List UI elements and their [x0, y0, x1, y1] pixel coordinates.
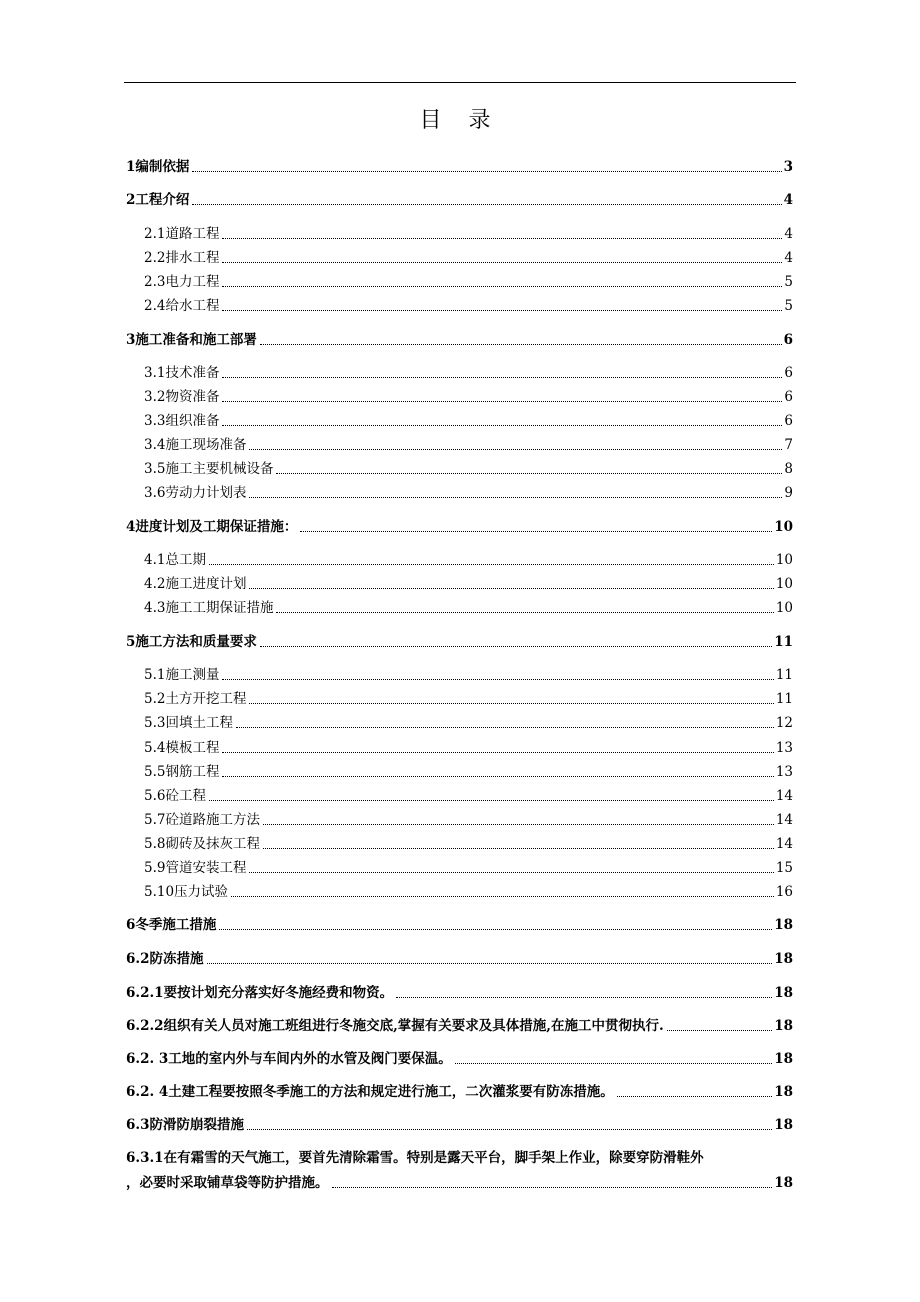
- dot-leader: [222, 678, 773, 680]
- dot-leader: [222, 775, 773, 777]
- toc-entry[interactable]: [126, 1017, 793, 1035]
- dot-leader: [617, 1095, 772, 1097]
- toc-entry-page: 4: [784, 250, 793, 266]
- toc-entry[interactable]: [144, 484, 793, 502]
- toc-entry-text-continued: ，必要时采取铺草袋等防护措施。: [126, 1175, 329, 1191]
- toc-entry[interactable]: [144, 883, 793, 901]
- toc-entry-page: 5: [784, 298, 793, 314]
- dot-leader: [222, 751, 773, 753]
- dot-leader: [236, 726, 774, 728]
- toc-entry[interactable]: [126, 191, 793, 209]
- toc-entry-page: 6: [784, 365, 793, 381]
- toc-entry-text: 5.5钢筋工程: [144, 764, 220, 780]
- toc-entry-page: 18: [774, 951, 793, 967]
- toc-entry-continuation: [126, 1174, 793, 1192]
- toc-entry-text: 4.2施工进度计划: [144, 576, 247, 592]
- toc-entry-page: 18: [774, 1084, 793, 1100]
- toc-entry[interactable]: [126, 916, 793, 934]
- toc-entry[interactable]: [126, 158, 793, 176]
- toc-entry[interactable]: [126, 633, 793, 651]
- page-title: 目 录: [419, 108, 501, 133]
- toc-entry[interactable]: [144, 273, 793, 291]
- toc-entry-text: 5.8砌砖及抹灰工程: [144, 836, 260, 852]
- toc-entry-text: 5.9管道安装工程: [144, 860, 247, 876]
- dot-leader: [276, 611, 773, 613]
- toc-entry-text: 6.2. 4土建工程要按照冬季施工的方法和规定进行施工，二次灌浆要有防冻措施。: [126, 1084, 614, 1100]
- toc-entry-text: 5.6砼工程: [144, 788, 206, 804]
- toc-entry[interactable]: [126, 1116, 793, 1134]
- toc-entry-text: 5.1施工测量: [144, 667, 220, 683]
- toc-entry[interactable]: [126, 1083, 793, 1101]
- toc-entry[interactable]: [144, 835, 793, 853]
- toc-entry-page: 6: [784, 389, 793, 405]
- toc-entry-page: 18: [774, 985, 793, 1001]
- dot-leader: [209, 799, 774, 801]
- dot-leader: [222, 424, 782, 426]
- toc-entry[interactable]: [144, 690, 793, 708]
- toc-entry-page: 5: [784, 274, 793, 290]
- toc-entry[interactable]: [126, 984, 793, 1002]
- toc-entry-page: 18: [774, 1117, 793, 1133]
- toc-entry-text: 3.2物资准备: [144, 389, 220, 405]
- toc-entry-text: 2.1道路工程: [144, 226, 220, 242]
- dot-leader: [222, 285, 782, 287]
- toc-entry-page: 4: [783, 192, 793, 208]
- toc-entry-page: 3: [783, 159, 793, 175]
- toc-entry-page: 6: [784, 413, 793, 429]
- toc-entry-page: 18: [774, 1051, 793, 1067]
- toc-entry[interactable]: [144, 599, 793, 617]
- toc-entry-page: 10: [775, 576, 793, 592]
- toc-entry-text: 3.4施工现场准备: [144, 437, 247, 453]
- dot-leader: [332, 1186, 773, 1188]
- toc-entry[interactable]: [144, 412, 793, 430]
- dot-leader: [222, 376, 782, 378]
- toc-entry-page: 11: [774, 634, 793, 650]
- toc-entry-page: 14: [775, 836, 793, 852]
- toc-entry-page: 15: [775, 860, 793, 876]
- toc-entry-text: 5.3回填土工程: [144, 715, 233, 731]
- toc-entry[interactable]: [144, 388, 793, 406]
- toc-entry-page: 14: [775, 812, 793, 828]
- toc-entry-text: 3.5施工主要机械设备: [144, 461, 274, 477]
- toc-entry-multiline[interactable]: [126, 1149, 793, 1192]
- toc-entry-text: 6.2防冻措施: [126, 951, 204, 967]
- toc-entry-text: 6.2.1要按计划充分落实好冬施经费和物资。: [126, 985, 394, 1001]
- toc-entry-page: 12: [775, 715, 793, 731]
- toc-entry[interactable]: [144, 811, 793, 829]
- toc-entry[interactable]: [144, 666, 793, 684]
- dot-leader: [192, 203, 781, 205]
- toc-entry-page: 16: [775, 884, 793, 900]
- toc-entry-page: 11: [775, 691, 793, 707]
- toc-entry-text: 2.4给水工程: [144, 298, 220, 314]
- dot-leader: [222, 237, 782, 239]
- dot-leader: [231, 895, 774, 897]
- toc-entry-page: 18: [774, 917, 793, 933]
- dot-leader: [396, 996, 772, 998]
- toc-entry-page: 6: [783, 332, 793, 348]
- toc-entry-text: 5施工方法和质量要求: [126, 634, 257, 650]
- dot-leader: [455, 1062, 772, 1064]
- dot-leader: [276, 472, 782, 474]
- dot-leader: [219, 928, 772, 930]
- toc-entry[interactable]: [144, 551, 793, 569]
- toc-entry-page: 13: [775, 740, 793, 756]
- toc-entry-text: 6.3防滑防崩裂措施: [126, 1117, 244, 1133]
- toc-entry-page: 18: [774, 1175, 793, 1191]
- toc-entry-text: 6冬季施工措施: [126, 917, 217, 933]
- dot-leader: [192, 170, 781, 172]
- dot-leader: [249, 587, 773, 589]
- toc-entry-page: 10: [774, 519, 793, 535]
- toc-entry-text: 4.1总工期: [144, 552, 206, 568]
- toc-entry[interactable]: [144, 763, 793, 781]
- toc-entry-text: 6.2.2组织有关人员对施工班组进行冬施交底,掌握有关要求及具体措施,在施工中贯彻执行.: [126, 1018, 664, 1034]
- dot-leader: [667, 1029, 773, 1031]
- dot-leader: [222, 261, 782, 263]
- toc-entry-text: 4进度计划及工期保证措施：: [126, 519, 298, 535]
- toc-entry-text: 2工程介绍: [126, 192, 190, 208]
- dot-leader: [260, 645, 772, 647]
- toc-entry[interactable]: [144, 297, 793, 315]
- toc-entry-page: 11: [775, 667, 793, 683]
- toc-entry-page: 7: [784, 437, 793, 453]
- toc-entry-page: 4: [784, 226, 793, 242]
- toc-entry-text: 3.3组织准备: [144, 413, 220, 429]
- toc-entry-text: 6.2. 3工地的室内外与车间内外的水管及阀门要保温。: [126, 1051, 452, 1067]
- toc-entry-page: 14: [775, 788, 793, 804]
- toc-entry[interactable]: [144, 436, 793, 454]
- toc-entry-text: 5.10压力试验: [144, 884, 229, 900]
- dot-leader: [249, 702, 773, 704]
- dot-leader: [263, 847, 774, 849]
- dot-leader: [207, 962, 773, 964]
- toc-entry-text: 5.4模板工程: [144, 740, 220, 756]
- toc-entry[interactable]: [126, 1050, 793, 1068]
- toc-entry-text: 5.7砼道路施工方法: [144, 812, 260, 828]
- toc-entry-text: 2.3电力工程: [144, 274, 220, 290]
- toc-entry-text: 3施工准备和施工部署: [126, 332, 257, 348]
- dot-leader: [249, 448, 782, 450]
- dot-leader: [222, 309, 782, 311]
- toc-entry-page: 10: [775, 600, 793, 616]
- toc-entry[interactable]: [126, 331, 793, 349]
- toc-entry-page: 8: [784, 461, 793, 477]
- toc-entry-text: 6.3.1在有霜雪的天气施工，要首先清除霜雪。特别是露天平台，脚手架上作业，除要穿防滑鞋外: [126, 1150, 704, 1166]
- toc-entry[interactable]: [144, 714, 793, 732]
- toc-entry[interactable]: [126, 950, 793, 968]
- toc-entry-page: 18: [774, 1018, 793, 1034]
- toc-entry[interactable]: [144, 460, 793, 478]
- toc-entry-text: 4.3施工工期保证措施: [144, 600, 274, 616]
- dot-leader: [249, 871, 773, 873]
- toc-entry-text: 1编制依据: [126, 159, 190, 175]
- toc-entry[interactable]: [144, 739, 793, 757]
- toc-entry[interactable]: [144, 225, 793, 243]
- dot-leader: [300, 530, 772, 532]
- header-rule: [124, 82, 796, 83]
- toc-entry-page: 9: [784, 485, 793, 501]
- toc-entry[interactable]: [144, 859, 793, 877]
- toc-entry-page: 10: [775, 552, 793, 568]
- dot-leader: [209, 563, 774, 565]
- dot-leader: [222, 400, 782, 402]
- toc-entry[interactable]: [144, 249, 793, 267]
- toc-entry-page: 13: [775, 764, 793, 780]
- dot-leader: [263, 823, 774, 825]
- toc-entry[interactable]: [144, 575, 793, 593]
- toc-entry-text: 2.2排水工程: [144, 250, 220, 266]
- dot-leader: [247, 1128, 772, 1130]
- toc-entry-text: 3.1技术准备: [144, 365, 220, 381]
- toc-entry[interactable]: [126, 518, 793, 536]
- dot-leader: [249, 496, 782, 498]
- toc-entry-text: 3.6劳动力计划表: [144, 485, 247, 501]
- dot-leader: [260, 343, 782, 345]
- toc-entry[interactable]: [144, 787, 793, 805]
- toc-entry[interactable]: [144, 364, 793, 382]
- toc-entry-text: 5.2土方开挖工程: [144, 691, 247, 707]
